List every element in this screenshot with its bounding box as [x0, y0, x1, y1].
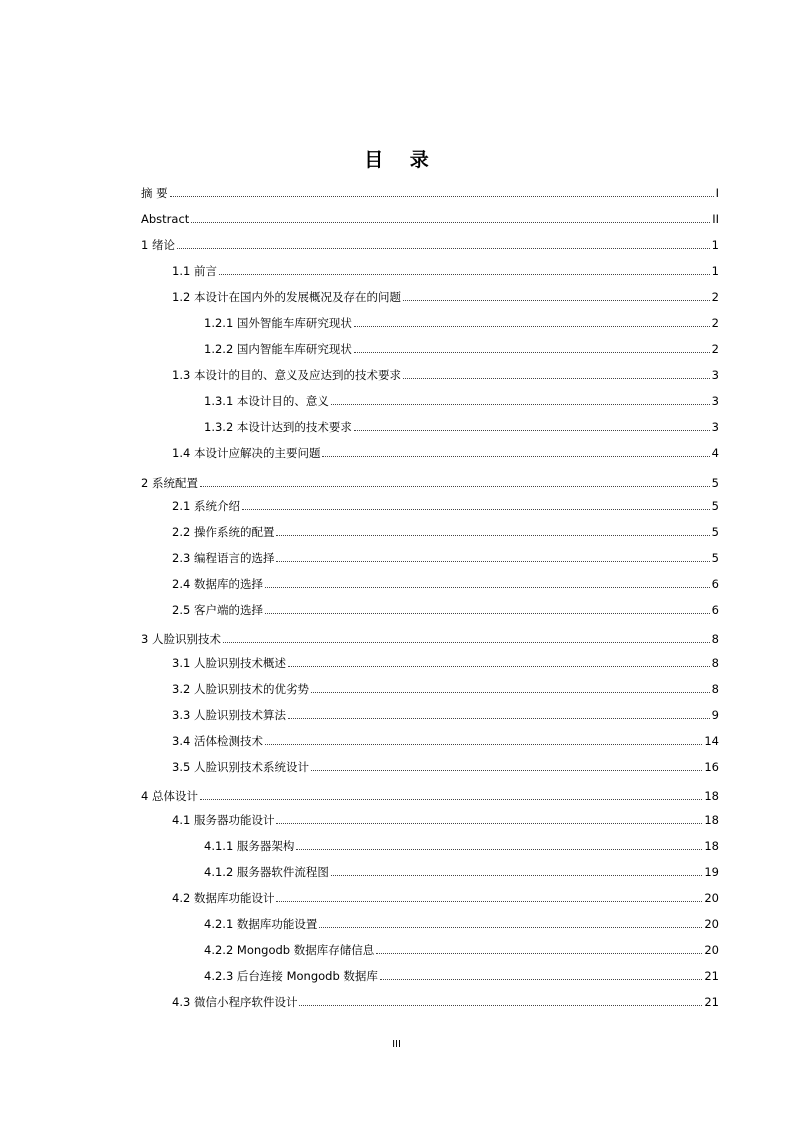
toc-entry[interactable]: [204, 418, 719, 434]
toc-entry-label: 4 总体设计: [141, 789, 198, 803]
toc-entry-label: 4.2.1 数据库功能设置: [204, 917, 318, 931]
toc-entry[interactable]: [172, 654, 719, 670]
toc-entry[interactable]: [141, 210, 719, 226]
toc-entry-page: 2: [711, 316, 719, 330]
toc-dot-leader: [242, 509, 710, 510]
toc-entry-page: 5: [711, 551, 719, 565]
toc-dot-leader: [265, 587, 710, 588]
toc-dot-leader: [322, 456, 709, 457]
toc-entry-page: 20: [704, 917, 719, 931]
toc-entry-label: 1.3.2 本设计达到的技术要求: [204, 420, 352, 434]
toc-entry[interactable]: [172, 262, 719, 278]
toc-entry-page: 6: [711, 577, 719, 591]
toc-entry-page: 20: [704, 891, 719, 905]
toc-entry[interactable]: [172, 993, 719, 1009]
toc-entry-label: 2 系统配置: [141, 476, 198, 490]
toc-entry[interactable]: [172, 601, 719, 617]
toc-entry[interactable]: [141, 630, 719, 646]
toc-dot-leader: [403, 300, 710, 301]
toc-entry[interactable]: [204, 314, 719, 330]
toc-dot-leader: [311, 770, 702, 771]
toc-entry-page: 18: [704, 839, 719, 853]
toc-entry-page: I: [715, 186, 719, 200]
toc-entry[interactable]: [204, 837, 719, 853]
page-number: III: [392, 1039, 401, 1050]
toc-entry[interactable]: [172, 680, 719, 696]
toc-entry-label: 1.3 本设计的目的、意义及应达到的技术要求: [172, 368, 401, 382]
toc-entry[interactable]: [172, 575, 719, 591]
toc-entry[interactable]: [204, 863, 719, 879]
toc-dot-leader: [354, 326, 710, 327]
toc-entry-page: 5: [711, 476, 719, 490]
toc-dot-leader: [288, 718, 710, 719]
toc-entry-label: 4.2.3 后台连接 Mongodb 数据库: [204, 969, 378, 983]
toc-entry-page: II: [712, 212, 719, 226]
toc-entry-page: 21: [704, 995, 719, 1009]
toc-entry[interactable]: [204, 915, 719, 931]
toc-entry-page: 2: [711, 342, 719, 356]
toc-entry-page: 8: [711, 682, 719, 696]
toc-dot-leader: [276, 535, 709, 536]
toc-entry-label: 1.4 本设计应解决的主要问题: [172, 446, 321, 460]
toc-entry-label: 3.3 人脸识别技术算法: [172, 708, 286, 722]
toc-entry-label: 2.2 操作系统的配置: [172, 525, 275, 539]
toc-entry-label: 2.3 编程语言的选择: [172, 551, 275, 565]
toc-dot-leader: [354, 352, 710, 353]
toc-dot-leader: [331, 404, 710, 405]
toc-entry-label: 3.1 人脸识别技术概述: [172, 656, 286, 670]
toc-entry[interactable]: [172, 758, 719, 774]
toc-entry-page: 18: [704, 813, 719, 827]
toc-entry-label: 2.4 数据库的选择: [172, 577, 263, 591]
toc-entry-page: 14: [704, 734, 719, 748]
toc-entry-page: 8: [711, 632, 719, 646]
toc-entry-label: 1 绪论: [141, 238, 175, 252]
toc-entry-page: 6: [711, 603, 719, 617]
toc-entry-label: 4.1.2 服务器软件流程图: [204, 865, 329, 879]
toc-entry[interactable]: [172, 549, 719, 565]
toc-entry[interactable]: [141, 474, 719, 490]
toc-dot-leader: [276, 901, 702, 902]
toc-dot-leader: [200, 486, 710, 487]
toc-entry[interactable]: [172, 288, 719, 304]
toc-entry-page: 16: [704, 760, 719, 774]
toc-entry[interactable]: [204, 340, 719, 356]
toc-entry-label: 1.3.1 本设计目的、意义: [204, 394, 329, 408]
toc-entry-page: 1: [711, 238, 719, 252]
toc-entry[interactable]: [172, 523, 719, 539]
toc-dot-leader: [219, 274, 710, 275]
toc-dot-leader: [319, 927, 702, 928]
toc-entry-label: 4.3 微信小程序软件设计: [172, 995, 298, 1009]
toc-entry[interactable]: [204, 941, 719, 957]
page-title: 目 录: [364, 149, 439, 171]
toc-entry[interactable]: [172, 706, 719, 722]
toc-entry-page: 5: [711, 499, 719, 513]
toc-entry-label: 2.1 系统介绍: [172, 499, 240, 513]
toc-dot-leader: [276, 561, 709, 562]
toc-dot-leader: [177, 248, 710, 249]
toc-dot-leader: [296, 849, 702, 850]
toc-entry-label: 1.2 本设计在国内外的发展概况及存在的问题: [172, 290, 401, 304]
toc-dot-leader: [200, 799, 702, 800]
toc-entry[interactable]: [172, 811, 719, 827]
toc-entry[interactable]: [172, 444, 719, 460]
toc-entry-label: 4.1 服务器功能设计: [172, 813, 275, 827]
toc-dot-leader: [331, 875, 702, 876]
toc-entry-page: 5: [711, 525, 719, 539]
toc-entry-label: Abstract: [141, 212, 190, 226]
toc-dot-leader: [354, 430, 710, 431]
toc-entry[interactable]: [172, 366, 719, 382]
toc-entry-page: 8: [711, 656, 719, 670]
toc-entry-page: 3: [711, 394, 719, 408]
toc-dot-leader: [311, 692, 710, 693]
toc-dot-leader: [403, 378, 710, 379]
toc-entry-label: 4.2.2 Mongodb 数据库存储信息: [204, 943, 375, 957]
toc-dot-leader: [265, 613, 710, 614]
toc-dot-leader: [380, 979, 702, 980]
toc-entry-label: 2.5 客户端的选择: [172, 603, 263, 617]
toc-entry[interactable]: [204, 967, 719, 983]
toc-dot-leader: [223, 642, 710, 643]
toc-entry-page: 18: [704, 789, 719, 803]
toc-entry-page: 19: [704, 865, 719, 879]
toc-entry-label: 1.2.2 国内智能车库研究现状: [204, 342, 352, 356]
toc-entry[interactable]: [172, 497, 719, 513]
toc-dot-leader: [299, 1005, 702, 1006]
toc-dot-leader: [170, 196, 714, 197]
toc-entry[interactable]: [141, 787, 719, 803]
toc-dot-leader: [276, 823, 702, 824]
toc-dot-leader: [288, 666, 710, 667]
toc-entry[interactable]: [204, 392, 719, 408]
toc-dot-leader: [376, 953, 702, 954]
toc-entry-page: 9: [711, 708, 719, 722]
toc-entry-label: 3 人脸识别技术: [141, 632, 221, 646]
toc-dot-leader: [265, 744, 702, 745]
toc-entry-page: 4: [711, 446, 719, 460]
toc-entry-label: 4.2 数据库功能设计: [172, 891, 275, 905]
toc-entry-label: 3.5 人脸识别技术系统设计: [172, 760, 309, 774]
toc-entry-page: 21: [704, 969, 719, 983]
toc-entry-label: 1.1 前言: [172, 264, 217, 278]
toc-entry-page: 3: [711, 420, 719, 434]
toc-entry[interactable]: [172, 889, 719, 905]
toc-dot-leader: [191, 222, 710, 223]
toc-entry-page: 1: [711, 264, 719, 278]
toc-entry-page: 3: [711, 368, 719, 382]
toc-entry-label: 3.2 人脸识别技术的优劣势: [172, 682, 309, 696]
toc-entry[interactable]: [141, 184, 719, 200]
toc-entry[interactable]: [172, 732, 719, 748]
toc-entry-page: 2: [711, 290, 719, 304]
toc-entry-label: 3.4 活体检测技术: [172, 734, 263, 748]
toc-entry[interactable]: [141, 236, 719, 252]
toc-entry-label: 摘 要: [141, 186, 168, 200]
toc-entry-label: 4.1.1 服务器架构: [204, 839, 295, 853]
toc-entry-page: 20: [704, 943, 719, 957]
toc-entry-label: 1.2.1 国外智能车库研究现状: [204, 316, 352, 330]
